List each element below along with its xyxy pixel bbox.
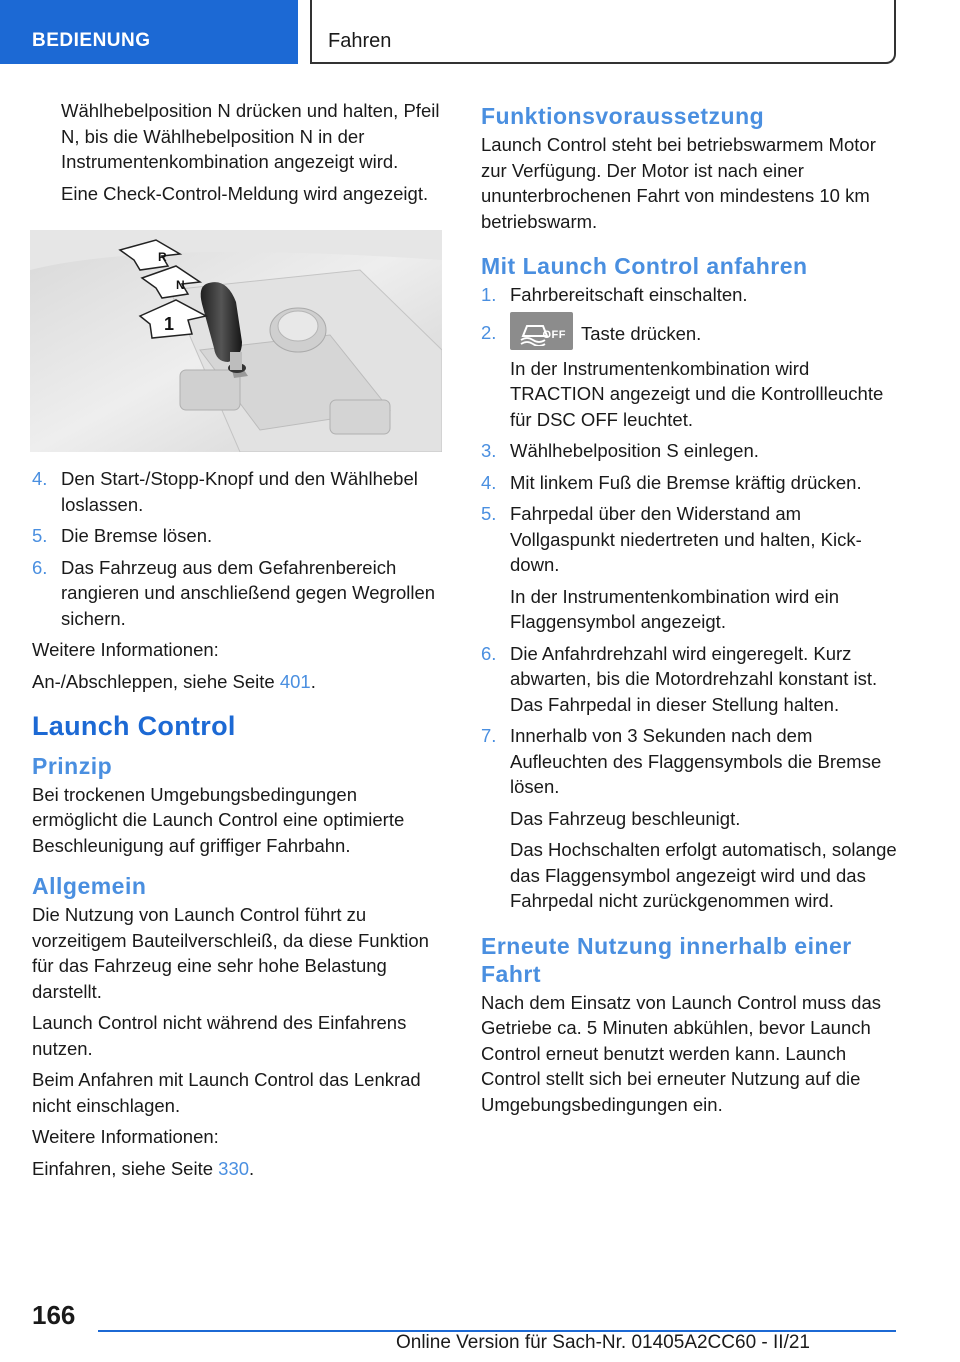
erneut-paragraph: Nach dem Einsatz von Launch Control muss das Getriebe ca. 5 Minuten abkühlen, bevor Launch Control erneut benutzt werden kann. Launch Control stellt sich bei erneuter Nutzung auf die Umgebungsbedingungen ein. bbox=[481, 991, 882, 1115]
step-number: 7. bbox=[481, 725, 497, 746]
step-number: 4. bbox=[481, 471, 497, 493]
step-number: 6. bbox=[32, 556, 48, 578]
funktion-paragraph: Launch Control steht bei betriebswarmem Motor zur Verfügung. Der Motor ist nach einer ununterbrochenen Fahrt von mindestens 10 km betriebswarm. bbox=[481, 134, 876, 232]
step-text: Das Fahrzeug aus dem Gefahrenbereich rangieren und anschließend gegen Wegrollen sichern. bbox=[61, 556, 436, 629]
left-column bbox=[32, 98, 444, 1187]
step-number: 1. bbox=[481, 284, 497, 305]
step-subtext: Das Fahrzeug beschleunigt. bbox=[510, 807, 741, 829]
allgemein-paragraph-1: Die Nutzung von Launch Control führt zu vorzeitigem Bauteilverschleiß, da diese Funktion für das Fahrzeug eine sehr hohe Belastung darstellt. bbox=[32, 904, 429, 1002]
right-column bbox=[481, 98, 897, 1123]
step-text: Innerhalb von 3 Sekunden nach dem Aufleuchten des Flaggensymbols die Bremse lösen. bbox=[510, 725, 882, 797]
step-number: 2. bbox=[481, 321, 497, 343]
chapter-tab bbox=[310, 0, 896, 64]
reference-text: An-/Abschleppen, siehe Seite bbox=[32, 670, 280, 692]
section-title: BEDIENUNG bbox=[32, 30, 151, 51]
page-link-401[interactable]: 401 bbox=[279, 670, 311, 692]
step-text: Fahrbereitschaft einschalten. bbox=[510, 284, 748, 305]
step-item bbox=[481, 320, 897, 433]
step-item bbox=[32, 466, 444, 517]
reference-text: Einfahren, siehe Seite bbox=[32, 1157, 219, 1179]
step-item bbox=[481, 723, 897, 914]
step-text: Wählhebelposition S einlegen. bbox=[510, 440, 759, 461]
step-text: Den Start-/Stopp-Knopf und den Wählhebel loslassen. bbox=[61, 468, 418, 515]
step-text: Taste drücken. bbox=[581, 322, 702, 344]
heading-prinzip: Prinzip bbox=[32, 752, 113, 779]
step-item bbox=[481, 501, 897, 635]
heading-allgemein: Allgemein bbox=[32, 873, 147, 899]
arrow-label-1: 1 bbox=[164, 314, 175, 334]
step-number: 5. bbox=[481, 503, 497, 524]
icon-off-label: OFF bbox=[542, 328, 566, 341]
gear-selector-photo bbox=[30, 230, 442, 452]
chapter-title: Fahren bbox=[328, 30, 392, 52]
more-info-label: Weitere Informationen: bbox=[32, 1126, 219, 1147]
heading-mit-launch-control-anfahren: Mit Launch Control anfahren bbox=[481, 253, 808, 279]
step-number: 5. bbox=[32, 525, 48, 546]
section-tab bbox=[0, 0, 298, 64]
step-text-row bbox=[510, 320, 897, 350]
gear-selector-illustration bbox=[30, 230, 442, 452]
step-item bbox=[481, 470, 897, 496]
allgemein-paragraph-3: Beim Anfahren mit Launch Control das Lenkrad nicht einschlagen. bbox=[32, 1069, 421, 1116]
step-item bbox=[481, 641, 897, 718]
heading-erneute-nutzung: Erneute Nutzung innerhalb einer Fahrt bbox=[481, 932, 852, 987]
step-item bbox=[481, 438, 897, 464]
step-number: 4. bbox=[32, 468, 48, 489]
step-item bbox=[32, 523, 444, 549]
allgemein-paragraph-2: Launch Control nicht während des Einfahrens nutzen. bbox=[32, 1012, 407, 1059]
footer-version-text: Online Version für Sach-Nr. 01405A2CC60 - II/21 bbox=[395, 1332, 810, 1353]
step-text: Die Bremse lösen. bbox=[61, 525, 213, 546]
arrow-label-n: N bbox=[176, 278, 185, 292]
arrow-label-r: R bbox=[158, 250, 167, 264]
step-text: Mit linkem Fuß die Bremse kräftig drücken. bbox=[510, 471, 862, 493]
intro-paragraph-2: Eine Check-Control-Meldung wird angezeigt. bbox=[61, 182, 429, 204]
heading-launch-control: Launch Control bbox=[32, 711, 236, 741]
page-number: 166 bbox=[32, 1300, 76, 1330]
step-item bbox=[32, 555, 444, 632]
step-text: Fahrpedal über den Widerstand am Vollgaspunkt niedertreten und halten, Kick-down. bbox=[510, 503, 862, 575]
prinzip-paragraph: Bei trockenen Umgebungsbedingungen ermöglicht die Launch Control eine optimierte Beschleunigung auf griffiger Fahrbahn. bbox=[32, 783, 405, 856]
step-number: 3. bbox=[481, 440, 497, 461]
page-link-330[interactable]: 330 bbox=[218, 1157, 250, 1179]
reference-towing: An-/Abschleppen, siehe Seite 401. bbox=[32, 670, 316, 692]
intro-paragraph-1: Wählhebelposition N drücken und halten, Pfeil N, bis die Wählhebelposition N in der Instrumentenkombination angezeigt wird. bbox=[61, 100, 440, 172]
heading-funktionsvoraussetzung: Funktionsvoraussetzung bbox=[481, 103, 765, 129]
step-text: Die Anfahrdrehzahl wird eingeregelt. Kurz abwarten, bis die Motordrehzahl konstant ist. Das Fahrpedal in dieser Stellung halten. bbox=[510, 642, 878, 715]
step-item bbox=[481, 282, 897, 308]
traction-off-icon bbox=[510, 312, 573, 350]
step-subtext: In der Instrumentenkombination wird TRACTION angezeigt und die Kontrollleuchte für DSC OFF leuchtet. bbox=[510, 357, 884, 430]
step-subtext: In der Instrumentenkombination wird ein Flaggensymbol angezeigt. bbox=[510, 585, 840, 632]
reference-break-in: Einfahren, siehe Seite 330. bbox=[32, 1157, 255, 1179]
step-subtext: Das Hochschalten erfolgt automatisch, solange das Flaggensymbol angezeigt wird und das Fahrpedal nicht zurückgenommen wird. bbox=[510, 839, 897, 911]
step-number: 6. bbox=[481, 642, 497, 664]
more-info-label: Weitere Informationen: bbox=[32, 639, 219, 660]
